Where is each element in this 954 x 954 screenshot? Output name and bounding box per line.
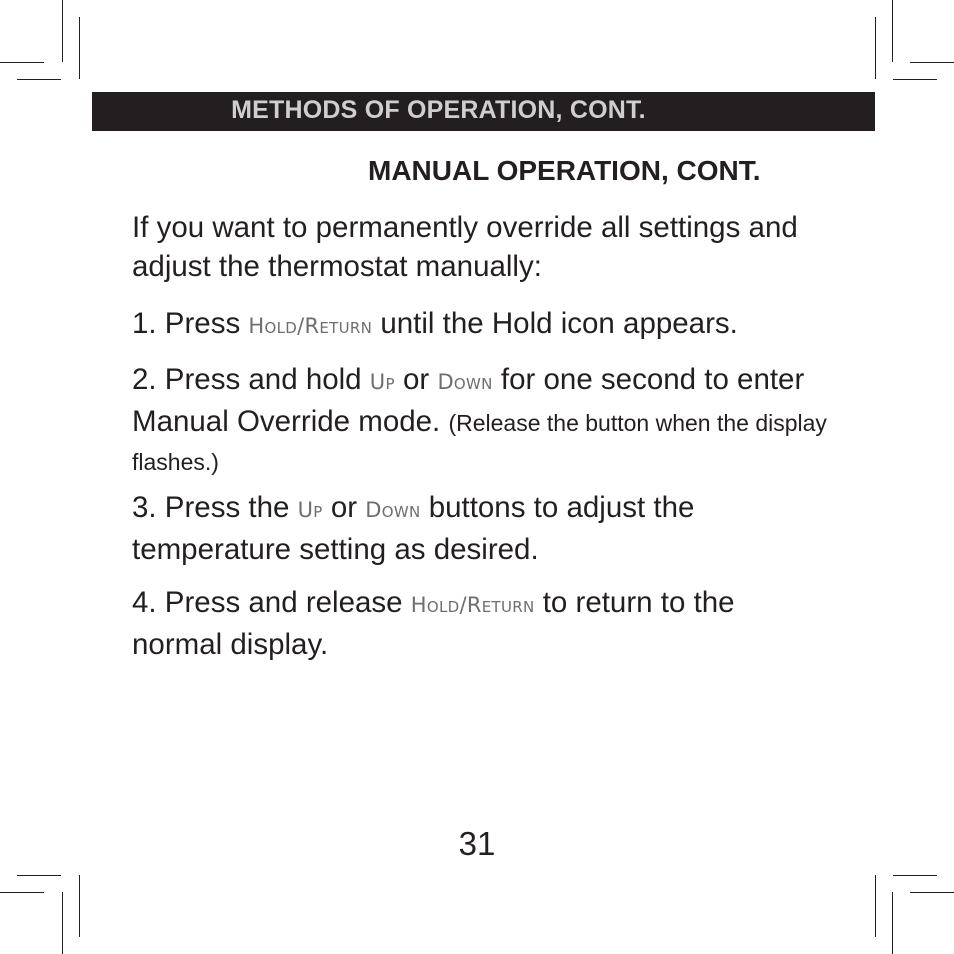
crop-mark bbox=[0, 62, 44, 63]
up-key-label: Up bbox=[297, 498, 323, 522]
step-2-note: (Release the button when the display flashes.) bbox=[132, 410, 827, 475]
crop-mark bbox=[17, 875, 61, 876]
section-title: MANUAL OPERATION, CONT. bbox=[368, 155, 761, 186]
crop-mark bbox=[17, 79, 61, 80]
step-4: 4. Press and release Hold/Return to return to the normal display. bbox=[132, 586, 735, 661]
crop-mark bbox=[79, 17, 80, 79]
crop-mark bbox=[875, 875, 876, 937]
hold-return-key-label: Hold/Return bbox=[248, 314, 373, 338]
up-key-label: Up bbox=[369, 370, 395, 394]
step-3: 3. Press the Up or Down buttons to adjust the temperature setting as desired. bbox=[132, 491, 695, 566]
down-key-label: Down bbox=[437, 370, 493, 394]
page-number: 31 bbox=[458, 825, 496, 862]
crop-mark bbox=[62, 0, 63, 62]
intro-paragraph: If you want to permanently override all settings and adjust the thermostat manually: bbox=[132, 211, 798, 283]
step-1: 1. Press Hold/Return until the Hold icon appears. bbox=[132, 307, 738, 340]
step-2: 2. Press and hold Up or Down for one second to enter Manual Override mode. (Release the button when the display flashes.) bbox=[132, 363, 827, 475]
crop-mark bbox=[0, 892, 44, 893]
crop-mark bbox=[910, 62, 954, 63]
down-key-label: Down bbox=[365, 498, 421, 522]
crop-mark bbox=[62, 892, 63, 954]
banner-title: METHODS OF OPERATION, CONT. bbox=[231, 96, 646, 124]
section-banner bbox=[92, 92, 875, 131]
crop-mark bbox=[892, 892, 893, 954]
crop-mark bbox=[875, 17, 876, 79]
crop-mark bbox=[893, 79, 937, 80]
crop-mark bbox=[893, 875, 937, 876]
crop-mark bbox=[910, 892, 954, 893]
crop-mark bbox=[79, 875, 80, 937]
crop-mark bbox=[892, 0, 893, 62]
hold-return-key-label: Hold/Return bbox=[410, 593, 535, 617]
